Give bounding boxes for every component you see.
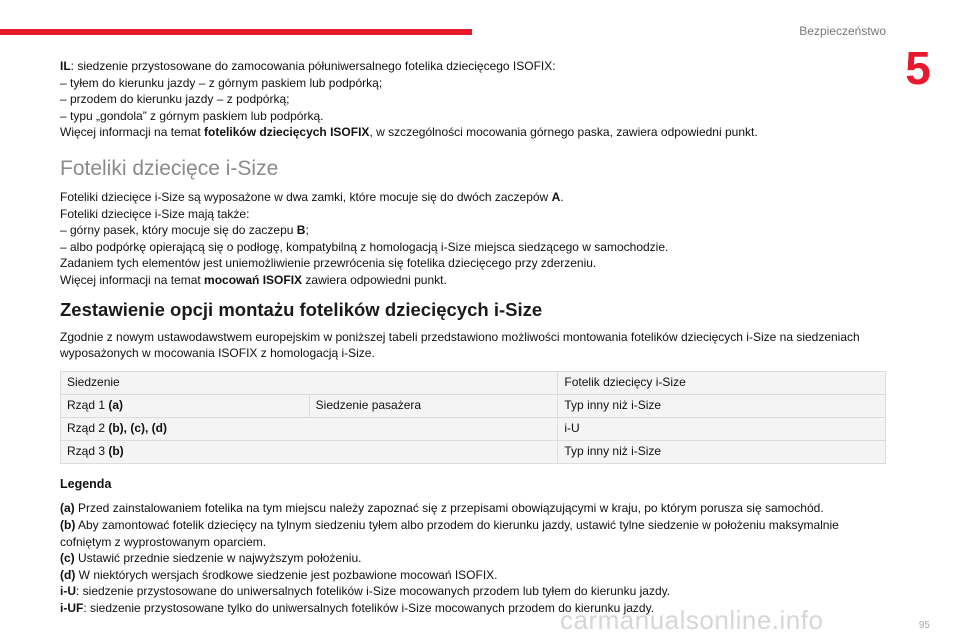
legend-item: (c) Ustawić przednie siedzenie w najwyższym położeniu. [60, 551, 362, 566]
intro-item: – tyłem do kierunku jazdy – z górnym paskiem lub podpórką; [60, 75, 383, 90]
legend-item: i-UF: siedzenie przystosowane tylko do uniwersalnych fotelików i-Size mocowanych przodem do kierunku jazdy. [60, 600, 655, 615]
table-header-cell: Fotelik dziecięcy i-Size [558, 371, 886, 394]
intro-item: – typu „gondola” z górnym paskiem lub podpórką. [60, 108, 324, 123]
table-cell: Typ inny niż i-Size [558, 440, 886, 463]
isize-table [60, 371, 886, 464]
table-row [61, 440, 886, 463]
page-content [60, 58, 886, 616]
page-number: 95 [918, 620, 930, 631]
table-header-row [61, 371, 886, 394]
watermark: carmanualsonline.info [560, 605, 824, 635]
table-row [61, 394, 886, 417]
legend-title: Legenda [60, 476, 112, 491]
table-cell: Rząd 3 (b) [61, 440, 558, 463]
chapter-number: 5 [905, 42, 931, 94]
intro-item: – przodem do kierunku jazdy – z podpórką; [60, 92, 290, 107]
table-cell: Rząd 1 (a) [61, 394, 310, 417]
intro-more-info: Więcej informacji na temat fotelików dziecięcych ISOFIX, w szczególności mocowania górnego paska, zawiera odpowiedni punkt. [60, 125, 758, 140]
legend-item: (a) Przed zainstalowaniem fotelika na tym miejscu należy zapoznać się z przepisami obowiązującymi w kraju, po którym porusza się samochód. [60, 501, 824, 516]
legend-item: (d) W niektórych wersjach środkowe siedzenie jest pozbawione mocowań ISOFIX. [60, 567, 498, 582]
table-cell: i-U [558, 417, 886, 440]
isize-paragraph: Więcej informacji na temat mocowań ISOFIX zawiera odpowiedni punkt. [60, 272, 447, 287]
section-title: Bezpieczeństwo [799, 24, 886, 38]
isize-paragraph: – albo podpórkę opierającą się o podłogę, kompatybilną z homologacją i-Size miejsca siedzącego w samochodzie. [60, 239, 669, 254]
summary-heading: Zestawienie opcji montażu fotelików dziecięcych i-Size [60, 298, 543, 320]
table-cell: Typ inny niż i-Size [558, 394, 886, 417]
legend-item: i-U: siedzenie przystosowane do uniwersalnych fotelików i-Size mocowanych przodem lub tyłem do kierunku jazdy. [60, 584, 671, 599]
table-row [61, 417, 886, 440]
legend-item: (b) Aby zamontować fotelik dziecięcy na tylnym siedzeniu tyłem albo przodem do kierunku jazdy, ustawić tylne siedzenie w położeniu maksymalnie cofniętym z wyprostowanym oparciem. [60, 517, 839, 549]
isize-paragraph: Zadaniem tych elementów jest uniemożliwienie przewrócenia się fotelika dziecięcego przy zderzeniu. [60, 256, 597, 271]
summary-paragraph: Zgodnie z nowym ustawodawstwem europejskim w poniższej tabeli przedstawiono możliwości montowania fotelików dziecięcych i-Size na siedzeniach wyposażonych w mocowania ISOFIX z homologacją i-Size. [60, 329, 860, 361]
isize-paragraph: Foteliki dziecięce i-Size są wyposażone w dwa zamki, które mocuje się do dwóch zaczepów A. [60, 189, 564, 204]
table-header-cell: Siedzenie [61, 371, 558, 394]
isofix-intro: IL: siedzenie przystosowane do zamocowania półuniwersalnego fotelika dziecięcego ISOFIX: [60, 59, 556, 73]
table-cell: Rząd 2 (b), (c), (d) [61, 417, 558, 440]
table-cell: Siedzenie pasażera [309, 394, 558, 417]
isize-paragraph: Foteliki dziecięce i-Size mają także: [60, 206, 250, 221]
isize-paragraph: – górny pasek, który mocuje się do zaczepu B; [60, 223, 309, 238]
isize-heading: Foteliki dziecięce i-Size [60, 156, 279, 180]
header-accent-bar [0, 29, 472, 35]
